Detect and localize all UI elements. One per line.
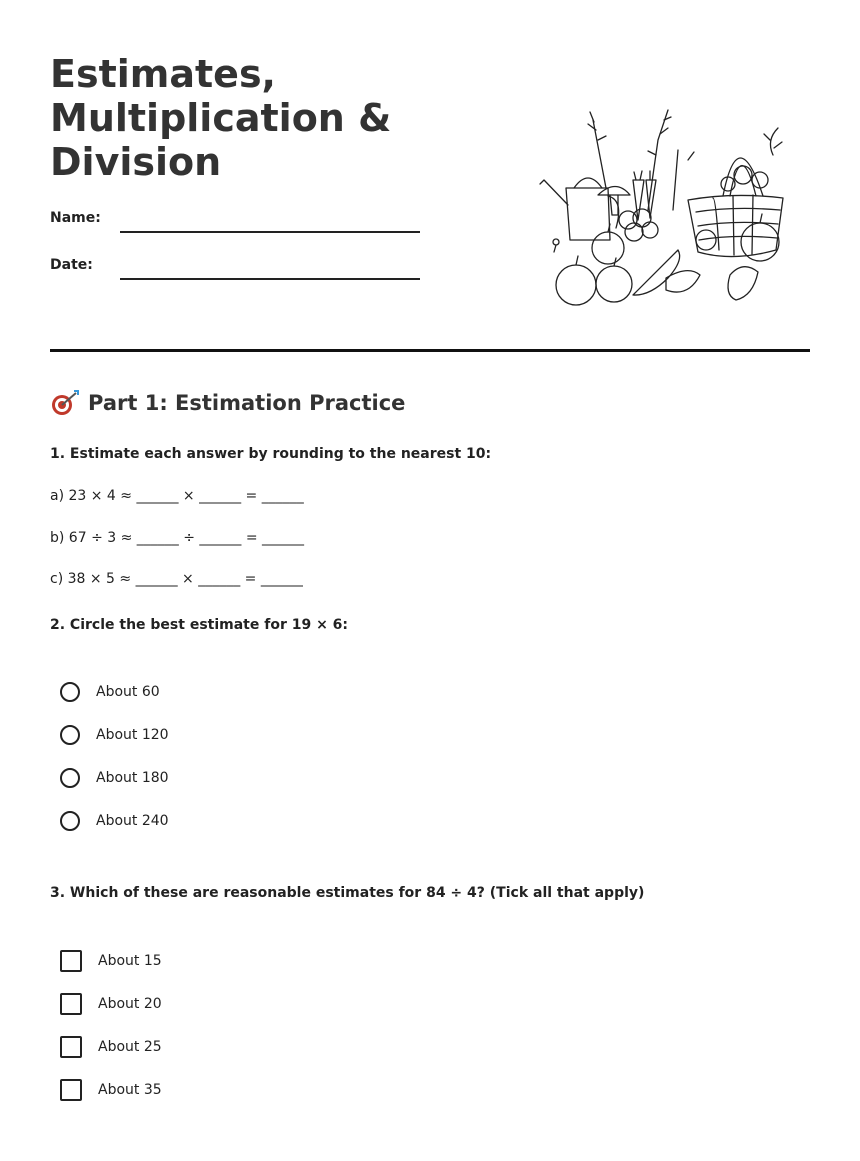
date-label: Date: bbox=[50, 257, 93, 273]
question-1a[interactable]: a) 23 × 4 ≈ ______ × ______ = ______ bbox=[50, 488, 304, 504]
question-1b[interactable]: b) 67 ÷ 3 ≈ ______ ÷ ______ = ______ bbox=[50, 530, 305, 546]
q3-option-4[interactable] bbox=[60, 1079, 162, 1101]
radio-button[interactable] bbox=[60, 768, 80, 788]
title-line-1: Estimates, bbox=[50, 52, 276, 96]
question-1c[interactable]: c) 38 × 5 ≈ ______ × ______ = ______ bbox=[50, 571, 303, 587]
option-label: About 120 bbox=[96, 727, 169, 743]
radio-button[interactable] bbox=[60, 682, 80, 702]
vegetable-basket-illustration bbox=[538, 100, 788, 310]
title-line-3: Division bbox=[50, 140, 222, 184]
q3-option-1[interactable] bbox=[60, 950, 162, 972]
part-1-title: Part 1: Estimation Practice bbox=[88, 391, 406, 415]
checkbox[interactable] bbox=[60, 993, 82, 1015]
radio-button[interactable] bbox=[60, 811, 80, 831]
option-label: About 60 bbox=[96, 684, 160, 700]
date-field[interactable] bbox=[120, 278, 420, 280]
q2-option-1[interactable] bbox=[60, 682, 160, 702]
q2-option-4[interactable] bbox=[60, 811, 169, 831]
option-label: About 180 bbox=[96, 770, 169, 786]
option-label: About 240 bbox=[96, 813, 169, 829]
q2-option-2[interactable] bbox=[60, 725, 169, 745]
checkbox[interactable] bbox=[60, 950, 82, 972]
part-1-heading bbox=[50, 390, 405, 416]
checkbox[interactable] bbox=[60, 1079, 82, 1101]
option-label: About 15 bbox=[98, 953, 162, 969]
q3-option-2[interactable] bbox=[60, 993, 162, 1015]
option-label: About 20 bbox=[98, 996, 162, 1012]
name-field[interactable] bbox=[120, 231, 420, 233]
radio-button[interactable] bbox=[60, 725, 80, 745]
question-3-prompt: 3. Which of these are reasonable estimates for 84 ÷ 4? (Tick all that apply) bbox=[50, 885, 645, 901]
worksheet-title bbox=[50, 52, 470, 184]
title-line-2: Multiplication & bbox=[50, 96, 392, 140]
question-2-prompt: 2. Circle the best estimate for 19 × 6: bbox=[50, 617, 349, 633]
option-label: About 35 bbox=[98, 1082, 162, 1098]
question-1-prompt: 1. Estimate each answer by rounding to the nearest 10: bbox=[50, 446, 492, 462]
name-label: Name: bbox=[50, 210, 101, 226]
header-divider bbox=[50, 349, 810, 352]
q3-option-3[interactable] bbox=[60, 1036, 162, 1058]
q2-option-3[interactable] bbox=[60, 768, 169, 788]
option-label: About 25 bbox=[98, 1039, 162, 1055]
target-icon bbox=[50, 390, 80, 416]
checkbox[interactable] bbox=[60, 1036, 82, 1058]
